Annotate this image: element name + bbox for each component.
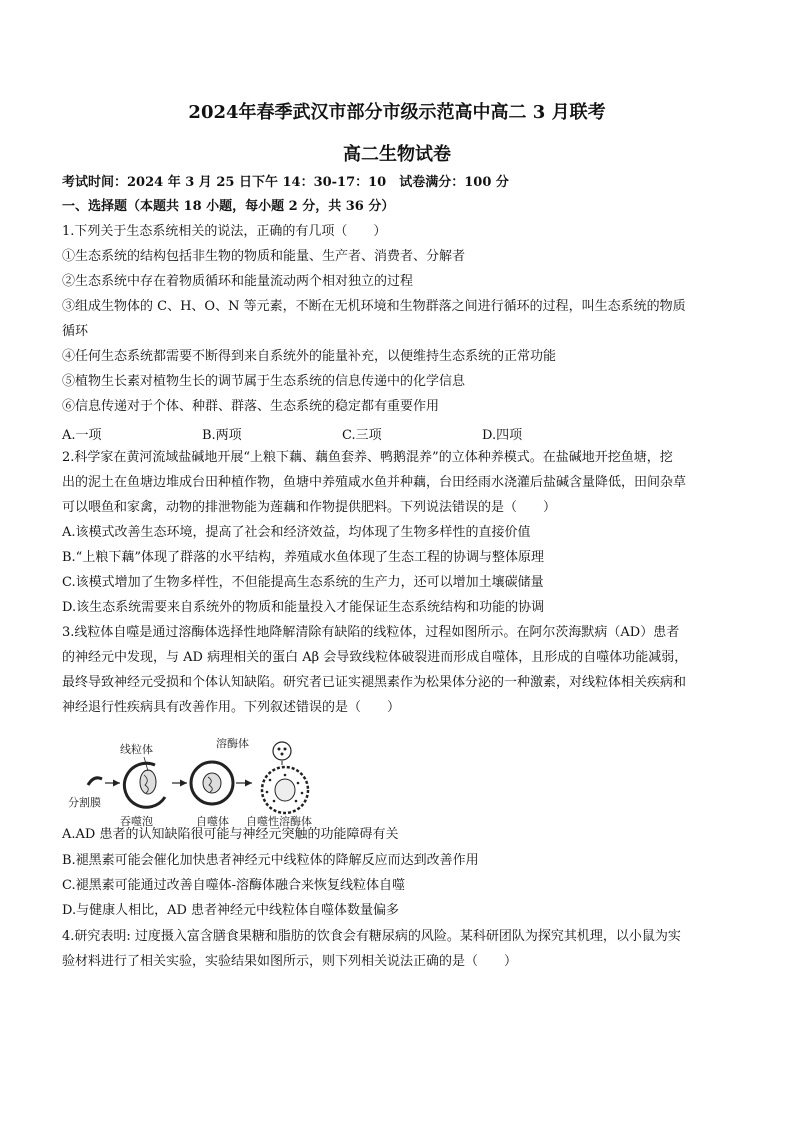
- q1-option-c: C.三项: [342, 428, 382, 443]
- q3-stem-line: 最终导致神经元受损和个体认知缺陷。研究者已证实褪黑素作为松果体分泌的一种激素，对线粒体相关疾病和: [62, 675, 687, 690]
- q3-option-c: C.褪黑素可能通过改善自噬体-溶酶体融合来恢复线粒体自噬: [62, 878, 406, 893]
- exam-title: 2024年春季武汉市部分市级示范高中高二 3 月联考: [188, 102, 606, 123]
- q2-option-c: C.该模式增加了生物多样性，不但能提高生态系统的生产力，还可以增加土壤碳储量: [62, 575, 544, 590]
- mitophagy-diagram: [60, 735, 340, 830]
- separation-membrane-shape: [88, 778, 102, 785]
- q2-stem-line: 可以喂鱼和家禽，动物的排泄物能为莲藕和作物提供肥料。下列说法错误的是（ ）: [62, 500, 557, 515]
- q1-item: ⑥信息传递对于个体、种群、群落、生态系统的稳定都有重要作用: [62, 399, 440, 414]
- q3-stem-line: 神经退行性疾病具有改善作用。下列叙述错误的是（ ）: [62, 700, 401, 715]
- label-mitochondrion: 线粒体: [120, 743, 153, 756]
- label-autolysosome: 自噬性溶酶体: [246, 815, 312, 828]
- q3-option-d: D.与健康人相比，AD 患者神经元中线粒体自噬体数量偏多: [62, 903, 400, 918]
- exam-subtitle: 高二生物试卷: [343, 144, 451, 165]
- label-phagophore: 吞噬泡: [120, 815, 153, 828]
- q1-item: ⑤植物生长素对植物生长的调节属于生态系统的信息传递中的化学信息: [62, 374, 466, 389]
- q3-option-b: B.褪黑素可能会催化加快患者神经元中线粒体的降解反应而达到改善作用: [62, 853, 479, 868]
- q4-stem-line: 4.研究表明: 过度摄入富含膳食果糖和脂肪的饮食会有糖尿病的风险。某科研团队为探究其机理，以小鼠为实: [62, 929, 681, 944]
- mitophagy-diagram-svg: [60, 735, 340, 830]
- q3-stem-line: 3.线粒体自噬是通过溶酶体选择性地降解清除有缺陷的线粒体，过程如图所示。在阿尔茨海默病（AD）患者: [62, 625, 680, 640]
- q1-option-b: B.两项: [202, 428, 242, 443]
- q2-stem-line: 出的泥土在鱼塘边堆成台田种植作物，鱼塘中养殖咸水鱼并种藕，台田经雨水浇灌后盐碱含量降低，田间杂草: [62, 475, 687, 490]
- section-title: 一、选择题（本题共 18 小题，每小题 2 分，共 36 分）: [62, 199, 395, 214]
- exam-info: 考试时间：2024 年 3 月 25 日下午 14：30-17：10 试卷满分：100 分: [62, 175, 509, 190]
- q1-item: ④任何生态系统都需要不断得到来自系统外的能量补充，以便维持生态系统的正常功能: [62, 349, 557, 364]
- q1-item: ①生态系统的结构包括非生物的物质和能量、生产者、消费者、分解者: [62, 249, 466, 264]
- q1-item: 循环: [62, 324, 89, 339]
- lysosome-shape: [273, 742, 291, 760]
- q1-option-d: D.四项: [482, 428, 523, 443]
- q1-option-a: A.一项: [62, 428, 102, 443]
- q2-option-d: D.该生态系统需要来自系统外的物质和能量投入才能保证生态系统结构和功能的协调: [62, 600, 545, 615]
- label-lysosome: 溶酶体: [216, 737, 249, 750]
- q1-stem: 1.下列关于生态系统相关的说法，正确的有几项（ ）: [62, 224, 387, 239]
- label-autophagosome: 自噬体: [196, 815, 229, 828]
- q1-item: ②生态系统中存在着物质循环和能量流动两个相对独立的过程: [62, 274, 414, 289]
- q2-option-a: A.该模式改善生态环境，提高了社会和经济效益，均体现了生物多样性的直接价值: [62, 525, 531, 540]
- label-separation-membrane: 分割膜: [68, 796, 101, 809]
- q4-stem-line: 验材料进行了相关实验，实验结果如图所示，则下列相关说法正确的是（ ）: [62, 954, 518, 969]
- q1-item: ③组成生物体的 C、H、O、N 等元素，不断在无机环境和生物群落之间进行循环的过程，叫生态系统的物质: [62, 299, 686, 314]
- q2-option-b: B.“上粮下藕”体现了群落的水平结构，养殖咸水鱼体现了生态工程的协调与整体原理: [62, 550, 544, 565]
- q2-stem-line: 2.科学家在黄河流域盐碱地开展“上粮下藕、藕鱼套养、鸭鹅混养”的立体种养模式。在盐碱地开挖鱼塘，挖: [62, 450, 673, 465]
- q3-option-a: A.AD 患者的认知缺陷很可能与神经元突触的功能障碍有关: [62, 827, 399, 842]
- q3-stem-line: 的神经元中发现，与 AD 病理相关的蛋白 Aβ 会导致线粒体破裂进而形成自噬体，且形成的自噬体功能减弱，: [62, 650, 688, 665]
